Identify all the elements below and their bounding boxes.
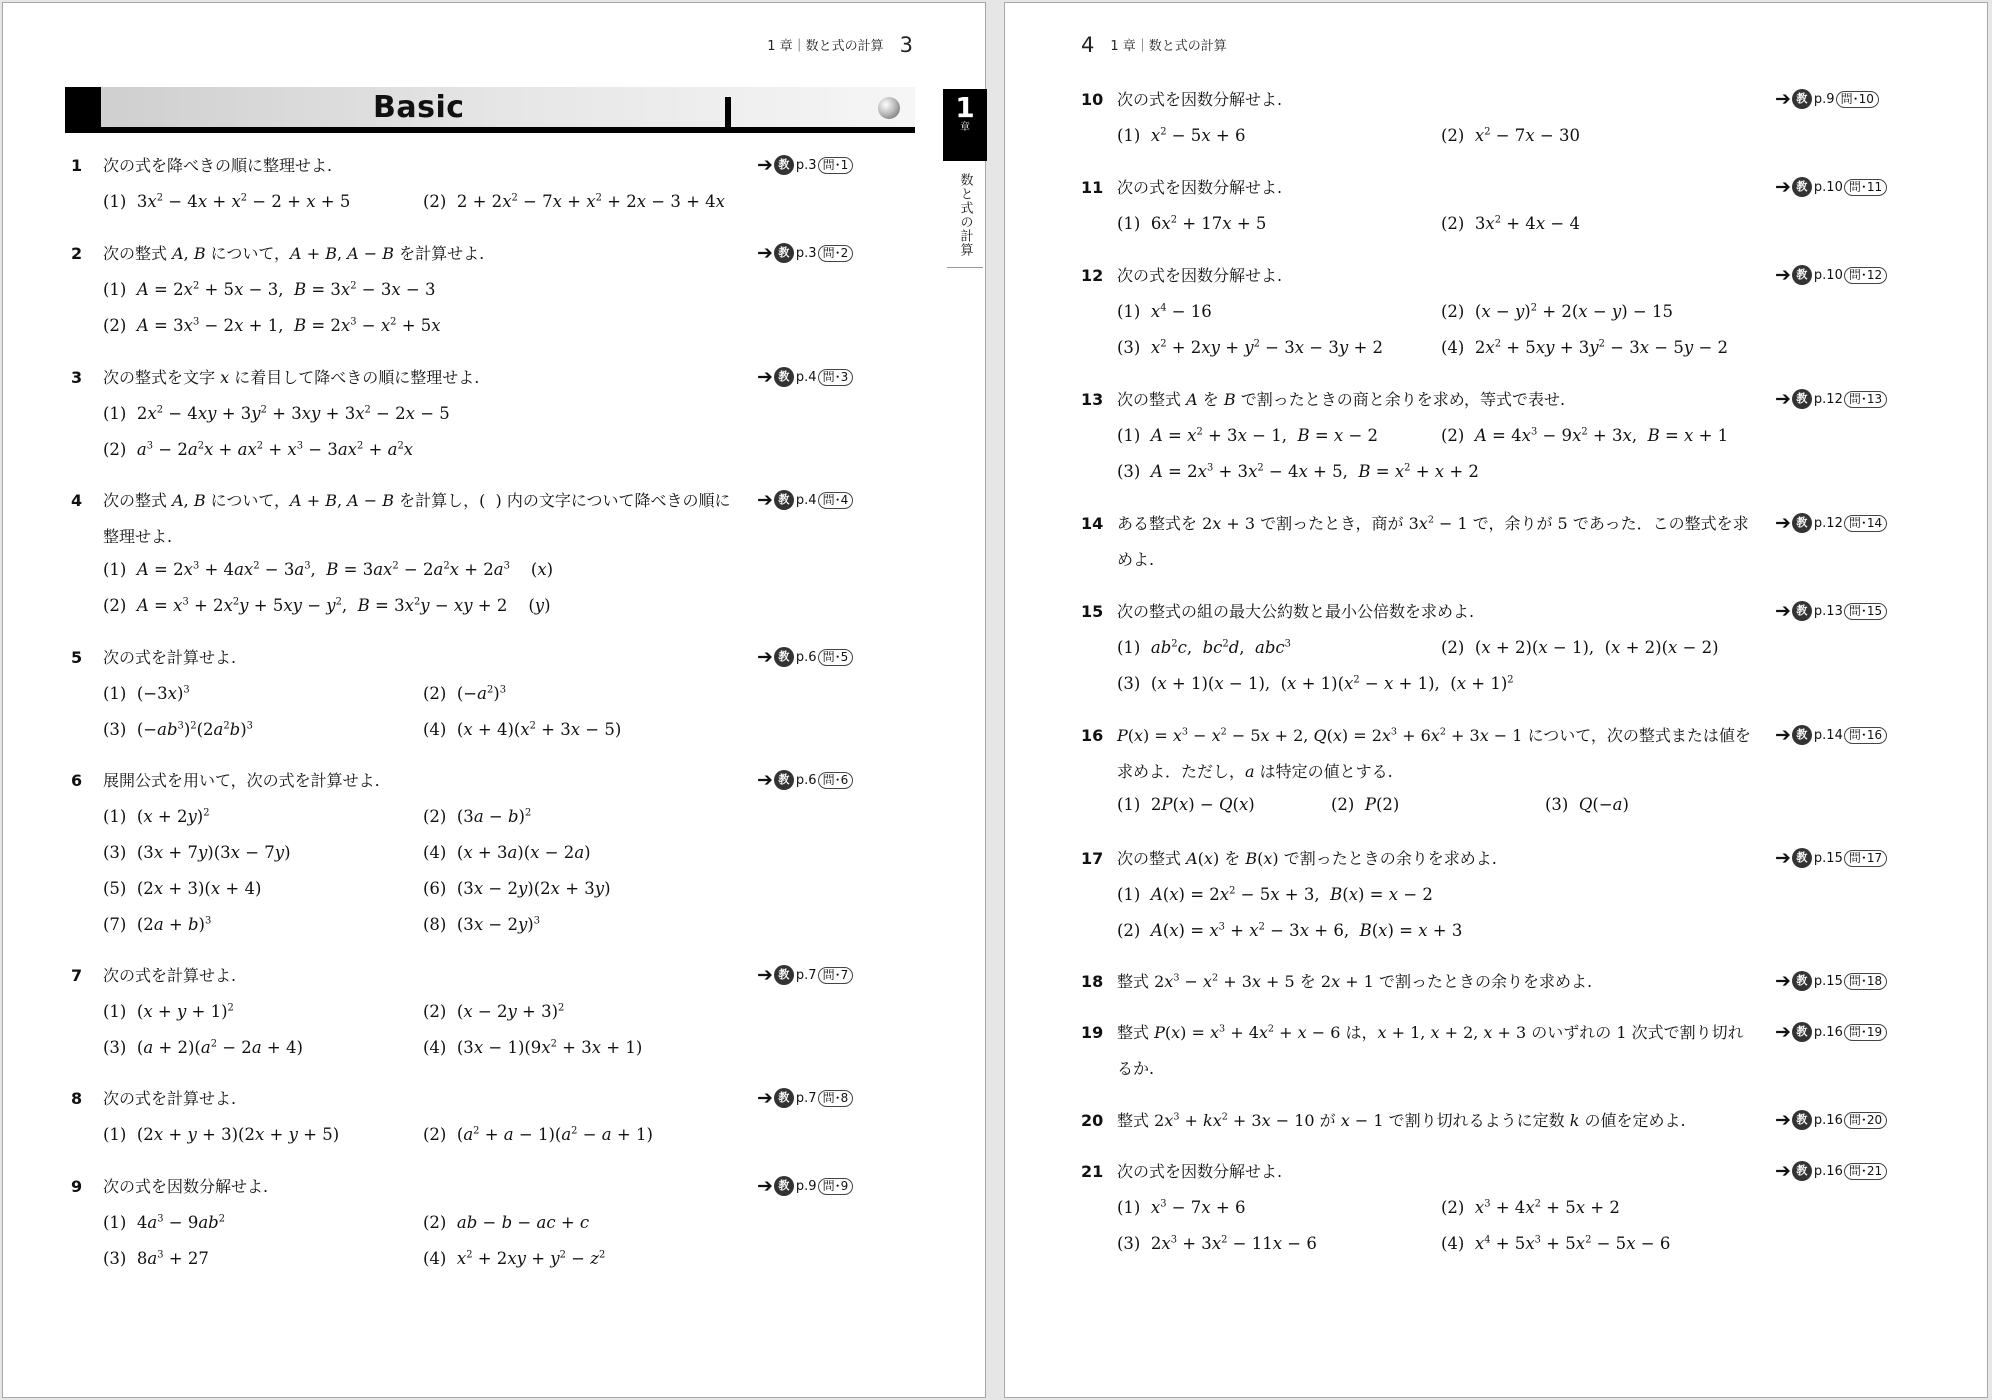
problem [71,1176,861,1270]
problem [1081,1110,1881,1132]
arrow-right-icon: ➔ [1775,512,1791,534]
textbook-icon: 教 [1792,971,1812,991]
problem-stem: ある整式を 2x + 3 で割ったとき，商が $3x^2 - 1$ で，余りが 5 であった．この整式を求めよ. [1117,514,1749,569]
sub-problem: (2) $(x - 2y + 3)^2$ [423,1002,565,1021]
problem [71,243,861,337]
arrow-right-icon: ➔ [1775,388,1791,410]
problem [1081,265,1881,359]
arrow-right-icon: ➔ [1775,600,1791,622]
textbook-reference-link[interactable]: ➔ 教 p.3 問･2 [757,243,853,263]
textbook-reference-link[interactable]: ➔ 教 p.4 問･3 [757,367,853,387]
problem-stem: 次の整式 A, B について，A + B, A − B を計算せよ. [103,244,485,263]
problem-stem: 次の式を因数分解せよ. [1117,178,1283,197]
sub-problem: (1) $2x^2 - 4xy + 3y^2 + 3xy + 3x^2 - 2x - 5$ [103,404,450,423]
textbook-icon: 教 [1792,601,1812,621]
arrow-right-icon: ➔ [1775,1160,1791,1182]
arrow-right-icon: ➔ [1775,176,1791,198]
textbook-icon: 教 [774,647,794,667]
arrow-right-icon: ➔ [757,154,773,176]
sub-problem: (1) (2x + y + 3)(2x + y + 5) [103,1125,340,1144]
sub-problem: (5) (2x + 3)(x + 4) [103,879,262,898]
problem-stem: 次の整式 A, B について，A + B, A − B を計算し，( ) 内の文字について降べきの順に整理せよ. [103,491,731,546]
sub-problem: (8) $(3x - 2y)^3$ [423,915,541,934]
arrow-right-icon: ➔ [757,366,773,388]
sub-problem: (2) $A = 4x^3 - 9x^2 + 3x$, B = x + 1 [1441,426,1729,445]
textbook-reference-link[interactable]: ➔ 教 p.4 問･4 [757,490,853,510]
sub-problem: (2) $x^3 + 4x^2 + 5x + 2$ [1441,1198,1620,1217]
sub-problem: (4) $x^2 + 2xy + y^2 - z^2$ [423,1249,606,1268]
sub-problem: (2) $A = x^3 + 2x^2y + 5xy - y^2$, $B = 3x^2y$ − xy + 2 (y) [103,596,551,615]
problem-stem: 整式 $2x^3 - x^2 + 3x + 5$ を 2x + 1 で割ったときの余りを求めよ. [1117,972,1593,991]
problem-stem: 次の整式 A(x) を B(x) で割ったときの余りを求めよ. [1117,849,1497,868]
textbook-reference-link[interactable]: ➔ 教 p.13 問･15 [1775,601,1887,621]
running-head: 1 章｜数と式の計算 3 [767,33,913,57]
sub-problem: (4) $2x^2 + 5xy + 3y^2 - 3x - 5y - 2$ [1441,338,1729,357]
arrow-right-icon: ➔ [757,489,773,511]
problem [1081,971,1881,993]
sub-problem: (3) Q(−a) [1545,795,1629,814]
textbook-icon: 教 [1792,265,1812,285]
sub-problem: (2) P(2) [1331,795,1400,814]
problem-number: 14 [1081,514,1104,533]
sub-problem: (1) $A = x^2 + 3x - 1$, B = x − 2 [1117,426,1379,445]
problem-stem: 次の式を降べきの順に整理せよ. [103,156,333,175]
sub-problem: (2) $(-a^2)^3$ [423,684,506,703]
sub-problem: (1) $(-3x)^3$ [103,684,190,703]
sub-problem: (1) $4a^3 - 9ab^2$ [103,1213,226,1232]
problem-number: 8 [71,1089,83,1108]
textbook-reference-link[interactable]: ➔ 教 p.15 問･18 [1775,971,1887,991]
problem-stem: 次の式を因数分解せよ. [1117,266,1283,285]
running-head: 4 1 章｜数と式の計算 [1081,33,1227,57]
textbook-reference-link[interactable]: ➔ 教 p.10 問･11 [1775,177,1887,197]
problem [71,1088,861,1146]
page-number: 4 [1081,33,1095,57]
sub-problem: (3) $A = 2x^3 + 3x^2 - 4x + 5$, $B = x^2 + x + 2$ [1117,462,1479,481]
textbook-icon: 教 [774,965,794,985]
textbook-icon: 教 [1792,89,1812,109]
sphere-ornament-icon [878,97,900,119]
sub-problem: (1) $x^3 - 7x + 6$ [1117,1198,1246,1217]
textbook-reference-link[interactable]: ➔ 教 p.7 問･7 [757,965,853,985]
textbook-icon: 教 [774,770,794,790]
problem-stem: 次の整式 A を B で割ったときの商と余りを求め，等式で表せ. [1117,390,1566,409]
textbook-reference-link[interactable]: ➔ 教 p.16 問･21 [1775,1161,1887,1181]
problem [71,965,861,1059]
problem-stem: 展開公式を用いて，次の式を計算せよ. [103,771,380,790]
problem [1081,601,1881,695]
arrow-right-icon: ➔ [1775,264,1791,286]
sub-problem: (3) $x^2 + 2xy + y^2 - 3x - 3y + 2$ [1117,338,1384,357]
textbook-icon: 教 [774,367,794,387]
problem-number: 11 [1081,178,1104,197]
problem [1081,1022,1881,1087]
textbook-icon: 教 [1792,513,1812,533]
sub-problem: (4) (x + 3a)(x − 2a) [423,843,591,862]
sub-problem: (3) (x + 1)(x − 1), $(x + 1)(x^2 - x + 1)$, $(x + 1)^2$ [1117,674,1514,693]
sub-problem: (2) $A = 3x^3 - 2x + 1$, $B = 2x^3 - x^2 + 5x$ [103,316,441,335]
arrow-right-icon: ➔ [757,1087,773,1109]
sub-problem: (6) (3x − 2y)(2x + 3y) [423,879,611,898]
sub-problem: (1) $(x + y + 1)^2$ [103,1002,234,1021]
arrow-right-icon: ➔ [757,1175,773,1197]
problem-stem: $P(x) = x^3 - x^2 - 5x + 2$, $Q(x) = 2x^3 + 6x^2 + 3x - 1$ について，次の整式または値を求めよ．ただし，a は特定の値とする. [1117,726,1751,781]
problem [71,647,861,741]
sub-problem: (2) $(3a - b)^2$ [423,807,532,826]
right-page [1004,2,1988,1398]
sub-problem: (2) $2 + 2x^2 - 7x + x^2 + 2x - 3 + 4x$ [423,192,725,211]
problem-number: 20 [1081,1111,1104,1130]
problem-stem: 次の式を計算せよ. [103,966,237,985]
problem [1081,513,1881,578]
textbook-reference-link[interactable]: ➔ 教 p.7 問･8 [757,1088,853,1108]
sub-problem: (2) $A(x) = x^3 + x^2 - 3x + 6$, B(x) = x + 3 [1117,921,1463,940]
textbook-reference-link[interactable]: ➔ 教 p.9 問･9 [757,1176,853,1196]
textbook-icon: 教 [774,1176,794,1196]
problem-number: 7 [71,966,83,985]
section-banner [65,87,915,133]
chapter-number: 1 [955,91,975,124]
problem-stem: 整式 $P(x) = x^3 + 4x^2 + x - 6$ は，x + 1, x + 2, x + 3 のいずれの 1 次式で割り切れるか. [1117,1023,1744,1078]
problem-number: 4 [71,491,83,510]
textbook-reference-link[interactable]: ➔ 教 p.14 問･16 [1775,725,1887,745]
problem-number: 1 [71,156,83,175]
textbook-icon: 教 [1792,1161,1812,1181]
arrow-right-icon: ➔ [757,769,773,791]
problem-number: 16 [1081,726,1104,745]
problem-number: 17 [1081,849,1104,868]
problem [71,155,861,213]
textbook-icon: 教 [1792,1022,1812,1042]
arrow-right-icon: ➔ [757,242,773,264]
problem-stem: 次の式を因数分解せよ. [103,1177,269,1196]
problem-stem: 次の式を計算せよ. [103,648,237,667]
sub-problem: (4) $(3x - 1)(9x^2 + 3x + 1)$ [423,1038,643,1057]
sub-problem: (2) $x^2 - 7x - 30$ [1441,126,1580,145]
arrow-right-icon: ➔ [1775,847,1791,869]
textbook-reference-link[interactable]: ➔ 教 p.10 問･12 [1775,265,1887,285]
problem [1081,177,1881,235]
arrow-right-icon: ➔ [757,646,773,668]
chapter-tab[interactable]: 1 章 数と式の計算 [943,89,987,268]
chapter-title: 数と式の計算 [957,173,973,257]
textbook-reference-link[interactable]: ➔ 教 p.6 問･5 [757,647,853,667]
problem [71,770,861,936]
arrow-right-icon: ➔ [1775,1109,1791,1131]
arrow-right-icon: ➔ [757,964,773,986]
section-title: Basic [373,90,465,125]
problem-number: 5 [71,648,83,667]
arrow-right-icon: ➔ [1775,1021,1791,1043]
sub-problem: (3) (3x + 7y)(3x − 7y) [103,843,291,862]
problem-number: 19 [1081,1023,1104,1042]
problem [1081,89,1881,147]
textbook-reference-link[interactable]: ➔ 教 p.16 問･20 [1775,1110,1887,1130]
textbook-reference-link[interactable]: ➔ 教 p.12 問･13 [1775,389,1887,409]
problem-stem: 次の式を計算せよ. [103,1089,237,1108]
problem [1081,725,1881,816]
textbook-icon: 教 [1792,389,1812,409]
arrow-right-icon: ➔ [1775,724,1791,746]
problem-number: 12 [1081,266,1104,285]
problem-number: 18 [1081,972,1104,991]
problem [1081,389,1881,483]
arrow-right-icon: ➔ [1775,88,1791,110]
problem-stem: 次の式を因数分解せよ. [1117,1162,1283,1181]
problem-number: 3 [71,368,83,387]
problem-stem: 次の整式を文字 x に着目して降べきの順に整理せよ. [103,368,480,387]
left-page [2,2,986,1398]
sub-problem: (4) $x^4 + 5x^3 + 5x^2 - 5x - 6$ [1441,1234,1671,1253]
sub-problem: (1) $A = 2x^3 + 4ax^2 - 3a^3$, $B = 3ax^2 - 2a^2x + 2a^3$ (x) [103,560,554,579]
textbook-icon: 教 [774,1088,794,1108]
sub-problem: (1) $6x^2 + 17x + 5$ [1117,214,1267,233]
problem-stem: 次の整式の組の最大公約数と最小公倍数を求めよ. [1117,602,1475,621]
problem-stem: 整式 $2x^3 + kx^2 + 3x - 10$ が x − 1 で割り切れるように定数 k の値を定めよ. [1117,1111,1686,1130]
sub-problem: (2) $a^3 - 2a^2x + ax^2 + x^3 - 3ax^2 + a^2x$ [103,440,414,459]
problem [1081,1161,1881,1255]
textbook-reference-link[interactable]: ➔ 教 p.6 問･6 [757,770,853,790]
sub-problem: (3) $(a + 2)(a^2 - 2a + 4)$ [103,1038,303,1057]
sub-problem: (2) $3x^2 + 4x - 4$ [1441,214,1580,233]
textbook-reference-link[interactable]: ➔ 教 p.15 問･17 [1775,848,1887,868]
textbook-icon: 教 [774,155,794,175]
sub-problem: (1) $3x^2 - 4x + x^2 - 2 + x + 5$ [103,192,351,211]
sub-problem: (3) $2x^3 + 3x^2 - 11x - 6$ [1117,1234,1317,1253]
problem-number: 2 [71,244,83,263]
textbook-reference-link[interactable]: ➔ 教 p.12 問･14 [1775,513,1887,533]
problem-number: 15 [1081,602,1104,621]
sub-problem: (1) $x^4 - 16$ [1117,302,1212,321]
problem [71,490,861,617]
textbook-icon: 教 [774,243,794,263]
arrow-right-icon: ➔ [1775,970,1791,992]
textbook-icon: 教 [1792,725,1812,745]
problem [1081,848,1881,942]
textbook-icon: 教 [1792,1110,1812,1130]
textbook-reference-link[interactable]: ➔ 教 p.9 問･10 [1775,89,1879,109]
sub-problem: (7) $(2a + b)^3$ [103,915,212,934]
sub-problem: (4) $(x + 4)(x^2 + 3x - 5)$ [423,720,622,739]
textbook-icon: 教 [1792,848,1812,868]
problem-number: 6 [71,771,83,790]
sub-problem: (3) $8a^3 + 27$ [103,1249,209,1268]
sub-problem: (1) $(x + 2y)^2$ [103,807,210,826]
problem-stem: 次の式を因数分解せよ. [1117,90,1283,109]
sub-problem: (1) $x^2 - 5x + 6$ [1117,126,1246,145]
sub-problem: (1) $A(x) = 2x^2 - 5x + 3$, B(x) = x − 2 [1117,885,1433,904]
sub-problem: (2) $(x - y)^2 + 2(x - y) - 15$ [1441,302,1673,321]
sub-problem: (2) (x + 2)(x − 1), (x + 2)(x − 2) [1441,638,1719,657]
problem-number: 9 [71,1177,83,1196]
page-number: 3 [899,33,913,57]
problem-number: 13 [1081,390,1104,409]
problem-number: 10 [1081,90,1104,109]
textbook-icon: 教 [774,490,794,510]
sub-problem: (1) $ab^2c$, $bc^2d$, abc$^3$ [1117,638,1291,657]
textbook-reference-link[interactable]: ➔ 教 p.16 問･19 [1775,1022,1887,1042]
problem [71,367,861,461]
sub-problem: (2) ab − b − ac + c [423,1213,590,1232]
problem-number: 21 [1081,1162,1104,1181]
sub-problem: (1) $A = 2x^2 + 5x - 3$, $B = 3x^2 - 3x - 3$ [103,280,436,299]
sub-problem: (3) $(-ab^3)^2(2a^2b)^3$ [103,720,253,739]
textbook-icon: 教 [1792,177,1812,197]
textbook-reference-link[interactable]: ➔ 教 p.3 問･1 [757,155,853,175]
sub-problem: (1) 2P(x) − Q(x) [1117,795,1255,814]
sub-problem: (2) $(a^2 + a - 1)(a^2 - a + 1)$ [423,1125,653,1144]
